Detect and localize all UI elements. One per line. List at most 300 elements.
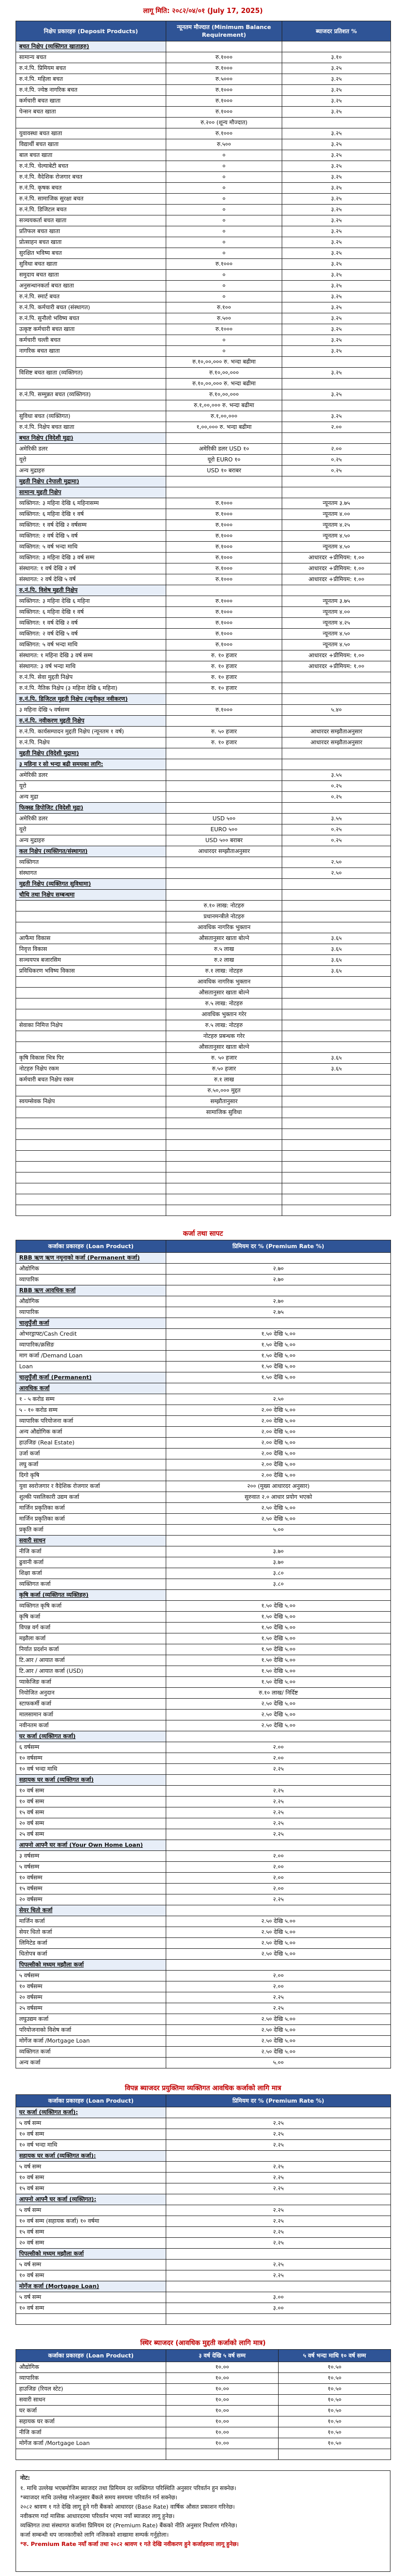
loan-cell-n: औद्योगिक	[16, 1296, 166, 1307]
deposit-cell-m: रु.५०,००० मुद्दत	[166, 1086, 282, 1096]
loan-cell-n: अन्य औद्योगिक कर्जा	[16, 1427, 166, 1438]
deposit-cell-r: ३.२५	[282, 302, 391, 313]
loan-cell-n: आवधिक कर्जा	[16, 1383, 166, 1394]
deposit-row	[16, 476, 391, 487]
special-cell-n: ५ वर्ष सम्म	[16, 2118, 166, 2129]
deposit-filler-row	[16, 1129, 391, 1140]
loan-cell-r: २.२५	[166, 1894, 391, 1905]
deposit-cell-r	[282, 1020, 391, 1031]
deposit-cell-r: ३.२५	[282, 389, 391, 400]
deposit-filler-row	[16, 1162, 391, 1173]
loan-cell-n: ५ वर्षसम्म	[16, 1971, 166, 1981]
deposit-cell-r: ०.२५	[282, 835, 391, 846]
deposit-cell-m: रु.१०,००,०००	[166, 389, 282, 400]
special-row	[16, 2216, 391, 2227]
loan-cell-n: विपन्न वर्ग कर्जा	[16, 1623, 166, 1633]
deposit-cell-m: रु.५०००	[166, 74, 282, 85]
deposit-cell-m: औसतानुसार खाता बोल्ने	[166, 1042, 282, 1053]
loan-cell-r: २.५० देखि ५.००	[166, 2014, 391, 2025]
fixed-row	[16, 2373, 391, 2384]
fixed-cell-a: १०.००	[166, 2438, 279, 2449]
empty-cell	[16, 1129, 166, 1140]
deposit-row	[16, 139, 391, 150]
special-cell-r	[166, 2281, 391, 2292]
loan-row	[16, 1775, 391, 1786]
fixed-cell-b: १०.५०	[279, 2406, 391, 2416]
deposit-cell-m: रु.५ लाख: नोटहरु	[166, 998, 282, 1009]
special-cell-r: २.२५	[166, 2205, 391, 2216]
fixed-cell-b: १०.५०	[279, 2427, 391, 2438]
loan-row	[16, 1307, 391, 1318]
deposit-row	[16, 737, 391, 748]
special-row	[16, 2129, 391, 2140]
effective-date-header: लागू मिति: २०८२/०४/०१ (July 17, 2025)	[143, 7, 263, 15]
loan-cell-r: ३.७०	[166, 1557, 391, 1568]
loan-cell-r	[166, 1775, 391, 1786]
loan-cell-r	[166, 1960, 391, 1971]
loan-cell-r: २.०० देखि ५.००	[166, 1438, 391, 1449]
fixed-row	[16, 2416, 391, 2427]
deposit-cell-m: नोटहरु प्रबन्धक गरेर	[166, 1031, 282, 1042]
loan-cell-n: मार्जिन कर्जा	[16, 1916, 166, 1927]
loan-cell-n: माग कर्जा /Demand Loan	[16, 1351, 166, 1362]
deposit-row	[16, 563, 391, 574]
loan-cell-r: २.५० देखि ५.००	[166, 2036, 391, 2047]
empty-cell	[16, 1173, 166, 1183]
deposit-cell-r: आधारदर +प्रीमियम: १.००	[282, 563, 391, 574]
loan-row	[16, 1623, 391, 1633]
loan-cell-n: २० वर्षसम्म	[16, 1992, 166, 2003]
loan-cell-r: २.२५	[166, 1807, 391, 1818]
deposit-cell-m: रु.१०००	[166, 705, 282, 716]
loan-col-product: कर्जाका प्रकारहरु (Loan Product)	[16, 1240, 166, 1253]
deposit-cell-m	[166, 868, 282, 879]
loan-row	[16, 1949, 391, 1960]
loan-cell-r	[166, 1536, 391, 1546]
fixed-cell-a: १०.००	[166, 2406, 279, 2416]
deposit-cell-m: रु.५० हजार	[166, 1064, 282, 1075]
deposit-cell-m: अमेरिकी डलर USD १०	[166, 444, 282, 455]
deposit-row	[16, 944, 391, 955]
deposit-cell-m: ०	[166, 172, 282, 183]
deposit-cell-r: २.५०	[282, 868, 391, 879]
loan-row	[16, 1438, 391, 1449]
loan-cell-n: प्याकेजिङ कर्जा	[16, 1677, 166, 1688]
deposit-cell-m: यूरो EURO १०	[166, 455, 282, 466]
loan-row	[16, 1285, 391, 1296]
notes-lines	[20, 2484, 386, 2549]
fixed-col-3-5-years: ३ वर्ष देखि ५ वर्ष सम्म	[166, 2350, 279, 2362]
deposit-cell-m: ०	[166, 161, 282, 172]
deposit-cell-m: USD ५०० बराबर	[166, 835, 282, 846]
special-cell-n: ५ वर्ष सम्म	[16, 2205, 166, 2216]
deposit-cell-n: रु.नं.पि. डिजिटल मुद्दती निक्षेप (न्यूनीकृत नवीकरण)	[16, 694, 166, 705]
deposit-cell-m: रु.१०,००,००० रु. भन्दा बढीमा	[166, 379, 282, 389]
deposit-row	[16, 74, 391, 85]
deposit-cell-r: ३.२५	[282, 63, 391, 74]
deposit-row	[16, 998, 391, 1009]
loan-cell-r: ५.००	[166, 2058, 391, 2068]
empty-cell	[282, 1118, 391, 1129]
loan-cell-n: RBB ऋण ऋण नमूनाको कर्जा (Permanent कर्जा)	[16, 1253, 166, 1264]
special-row	[16, 2238, 391, 2249]
deposit-cell-m	[166, 694, 282, 705]
loan-row	[16, 1699, 391, 1710]
loan-cell-n: दिगो कृषि	[16, 1470, 166, 1481]
loan-cell-n: २० वर्ष सम्म	[16, 1818, 166, 1829]
empty-cell	[166, 1129, 282, 1140]
special-cell-r: २.२५	[166, 2118, 391, 2129]
note-line: *ब्याजदर माथि उल्लेख गरेअनुसार बैंकले समय समयमा परिवर्तन गर्न सक्नेछ।	[20, 2494, 178, 2501]
loan-cell-r: २.५० देखि ५.००	[166, 1949, 391, 1960]
deposit-cell-m	[166, 716, 282, 727]
fixed-cell-a: १०.००	[166, 2362, 279, 2373]
deposit-cell-n: कर्मचारी बचत निक्षेप रकम	[16, 1075, 166, 1086]
special-cell-r	[166, 2249, 391, 2260]
special-cell-n: १० वर्ष सम्म	[16, 2270, 166, 2281]
deposit-cell-r: ०.२५	[282, 781, 391, 792]
loan-cell-r: २.५० देखि ५.००	[166, 1514, 391, 1525]
special-row	[16, 2107, 391, 2118]
special-cell-n: आफ्नो आफ्नै घर कर्जा (व्यक्तिगत):	[16, 2194, 166, 2205]
loan-cell-n: टि.आर / आयात कर्जा (USD)	[16, 1666, 166, 1677]
loan-row	[16, 1851, 391, 1862]
deposit-cell-r: ३.२५	[282, 183, 391, 194]
deposit-cell-n	[16, 1107, 166, 1118]
deposit-cell-m: रु.५००	[166, 313, 282, 324]
deposit-cell-m: रु. १० हजार	[166, 650, 282, 661]
loan-row	[16, 1894, 391, 1905]
deposit-row	[16, 466, 391, 476]
loan-cell-r	[166, 1318, 391, 1329]
special-row	[16, 2292, 391, 2303]
loan-cell-n: लघुउद्यम कर्जा	[16, 2014, 166, 2025]
deposit-cell-n: स्वयम्सेवक निक्षेप	[16, 1096, 166, 1107]
loan-cell-r: २.५० देखि ५.००	[166, 2047, 391, 2058]
special-cell-n: १० वर्ष सम्म	[16, 2129, 166, 2140]
loan-row	[16, 1612, 391, 1623]
deposit-row	[16, 618, 391, 629]
deposit-cell-m: रु.२ लाख	[166, 955, 282, 966]
loan-row	[16, 1884, 391, 1894]
deposit-cell-r: ३.६५	[282, 933, 391, 944]
deposit-cell-n	[16, 1042, 166, 1053]
empty-cell	[282, 1129, 391, 1140]
deposit-row	[16, 814, 391, 824]
deposit-cell-r: ३.२५	[282, 270, 391, 281]
fixed-cell-a: १०.००	[166, 2427, 279, 2438]
fixed-col-product: कर्जाका प्रकारहरु (Loan Product)	[16, 2350, 166, 2362]
deposit-cell-m: रु.१,००,००० रु. भन्दा बढीमा	[166, 400, 282, 411]
empty-cell	[166, 1140, 282, 1151]
loan-cell-r: १.५० देखि ५.००	[166, 1623, 391, 1633]
fixed-cell-b: १०.५०	[279, 2384, 391, 2395]
loan-row	[16, 1797, 391, 1807]
deposit-cell-n: रु.नं.पि. कार्यसम्पादन मुद्दती निक्षेप (न्यूनतम १ वर्ष)	[16, 727, 166, 737]
notes-title: नोट:	[20, 2474, 30, 2481]
deposit-row	[16, 922, 391, 933]
deposit-cell-r	[282, 759, 391, 770]
loan-cell-r: २.२५	[166, 1818, 391, 1829]
empty-cell	[166, 1173, 282, 1183]
fixed-cell-a: १०.००	[166, 2395, 279, 2406]
deposit-cell-r: ३.२५	[282, 205, 391, 215]
loan-cell-n: व्यापारिक	[16, 1307, 166, 1318]
loan-cell-r	[166, 1905, 391, 1916]
deposit-cell-r: ३.६५	[282, 966, 391, 977]
deposit-cell-n: व्यक्तिगत: २ वर्ष देखि ५ वर्ष	[16, 531, 166, 542]
deposit-cell-m: रु.१०,००,०००	[166, 368, 282, 379]
deposit-cell-r	[282, 41, 391, 52]
deposit-cell-r: आधारदर +प्रीमियम: १.००	[282, 650, 391, 661]
special-row	[16, 2260, 391, 2270]
loan-cell-r: २.५० देखि ५.००	[166, 1938, 391, 1949]
empty-cell	[16, 1205, 166, 1216]
deposit-cell-n: रु.नं.पि. निक्षेप	[16, 737, 166, 748]
deposit-cell-m	[166, 803, 282, 814]
loan-cell-r: २.५० देखि ५.००	[166, 1916, 391, 1927]
deposit-cell-n: संस्थागत: १ महिना देखि ३ वर्ष सम्म	[16, 650, 166, 661]
deposit-cell-m	[166, 890, 282, 901]
deposit-cell-r	[282, 901, 391, 911]
deposit-cell-n: मुद्दती निक्षेप (नेपाली मुद्रामा)	[16, 476, 166, 487]
fixed-cell-n: नीजि कर्जा	[16, 2427, 166, 2438]
deposit-cell-m: रु.१०००	[166, 563, 282, 574]
deposit-cell-n: रु.नं.पि. कर्मचारी बचत (संस्थागत)	[16, 302, 166, 313]
loan-cell-r	[166, 1590, 391, 1601]
deposit-row	[16, 183, 391, 194]
deposit-row	[16, 1075, 391, 1086]
loan-cell-r: सुरुवात २.० आधार प्रयोग भएको	[166, 1492, 391, 1503]
loan-row	[16, 1677, 391, 1688]
deposit-cell-n: व्यक्तिगत: ६ महिना देखि १ वर्ष	[16, 607, 166, 618]
deposit-filler-row	[16, 1183, 391, 1194]
note-line: नवीकरण गर्दा मासिक आधारदरमा परिवर्तन भएमा नयाँ ब्याजदर लागू हुनेछ।	[20, 2513, 175, 2520]
loan-cell-n: १० वर्ष भन्दा माथि	[16, 1764, 166, 1775]
deposit-cell-n: रु.नं.पि. महिला बचत	[16, 74, 166, 85]
special-cell-n: २० वर्ष सम्म	[16, 2238, 166, 2249]
empty-cell	[16, 1151, 166, 1162]
deposit-row	[16, 444, 391, 455]
deposit-cell-r: ३.५५	[282, 814, 391, 824]
empty-cell	[16, 1194, 166, 1205]
deposit-cell-n: प्रोत्साहन बचत खाता	[16, 237, 166, 248]
deposit-cell-m: रु.१० लाख: नोटहरु	[166, 901, 282, 911]
deposit-cell-n: ३ महिना देखि ५ वर्षसम्म	[16, 705, 166, 716]
deposit-cell-n: निवृत्त विकास	[16, 944, 166, 955]
deposit-cell-m: रु.२०० (शून्य मौज्दात)	[166, 118, 282, 128]
special-row	[16, 2249, 391, 2260]
empty-cell	[166, 1151, 282, 1162]
deposit-row	[16, 281, 391, 292]
deposit-row	[16, 640, 391, 650]
loan-row	[16, 1916, 391, 1927]
deposit-cell-m: रु. १० हजार	[166, 683, 282, 694]
deposit-row	[16, 237, 391, 248]
deposit-cell-m: रु.१०००	[166, 128, 282, 139]
loan-row	[16, 1971, 391, 1981]
deposit-cell-n: रु.नं.पि. ज्येष्ठ नागरिक बचत	[16, 85, 166, 96]
deposit-cell-n: सुविधा बचत खाता	[16, 259, 166, 270]
deposit-cell-r: ३.२५	[282, 139, 391, 150]
deposit-row	[16, 607, 391, 618]
deposit-row	[16, 128, 391, 139]
fixed-row	[16, 2384, 391, 2395]
special-row	[16, 2173, 391, 2183]
loan-cell-r: २.७०	[166, 1296, 391, 1307]
loan-cell-r: १.५० देखि ५.००	[166, 1677, 391, 1688]
loan-cell-n: अन्य कर्जा	[16, 2058, 166, 2068]
deposit-row	[16, 1031, 391, 1042]
deposit-row	[16, 357, 391, 368]
deposit-row	[16, 868, 391, 879]
deposit-row	[16, 389, 391, 400]
deposit-row	[16, 302, 391, 313]
loan-row	[16, 2058, 391, 2068]
loan-cell-r: २.२५	[166, 2003, 391, 2014]
loan-row	[16, 1383, 391, 1394]
fixed-cell-b: १०.५०	[279, 2438, 391, 2449]
loan-cell-n: व्यक्तिगत कृषि कर्जा	[16, 1601, 166, 1612]
deposit-cell-r	[282, 694, 391, 705]
deposit-cell-n	[16, 922, 166, 933]
note-line: *रु. Premium Rate नयाँ कर्जा तथा २०८२ श्रावण १ गते देखि नवीकरण हुने कर्जाहरुमा लागू हुनेछ।	[20, 2541, 239, 2548]
deposit-cell-m: रु.१०००	[166, 63, 282, 74]
loan-cell-r	[166, 1383, 391, 1394]
deposit-cell-m: रु.५००	[166, 139, 282, 150]
deposit-row	[16, 194, 391, 205]
deposit-cell-n: रु.नं.पि. डिजिटल बचत	[16, 205, 166, 215]
deposit-row	[16, 205, 391, 215]
deposit-cell-r: ३.२५	[282, 292, 391, 302]
deposit-cell-n: अमेरिकी डलर	[16, 770, 166, 781]
loan-cell-r	[166, 1731, 391, 1742]
loan-cell-n: मझौला कर्जा	[16, 1633, 166, 1644]
loan-cell-n: परियोजनाको विशेष कर्जा	[16, 2025, 166, 2036]
deposit-cell-n: प्रविधिकरण भविष्य विकास	[16, 966, 166, 977]
deposit-cell-m	[166, 585, 282, 596]
loan-cell-n: चालुपुँजी कर्जा (Permanent)	[16, 1372, 166, 1383]
deposit-cell-m: ०	[166, 270, 282, 281]
special-cell-r: ३.००	[166, 2303, 391, 2314]
deposit-cell-n: युवावस्था बचत खाता	[16, 128, 166, 139]
deposit-cell-r	[282, 748, 391, 759]
deposit-cell-n: बचत निक्षेप (व्यक्तिगत खाताहरु)	[16, 41, 166, 52]
deposit-cell-m: रु.१०००	[166, 542, 282, 553]
loan-cell-r: २.५० देखि ५.००	[166, 2025, 391, 2036]
empty-cell	[282, 1194, 391, 1205]
loan-row	[16, 1579, 391, 1590]
deposit-cell-n: कृषि विकास भित्र पिर	[16, 1053, 166, 1064]
special-cell-r: २.२५	[166, 2129, 391, 2140]
deposit-cell-r	[282, 998, 391, 1009]
loan-cell-r: १.५० देखि ५.००	[166, 1601, 391, 1612]
special-row	[16, 2205, 391, 2216]
loan-row	[16, 2025, 391, 2036]
deposit-cell-r: २.५०	[282, 857, 391, 868]
deposit-cell-m: ०	[166, 226, 282, 237]
deposit-col-product: निक्षेप प्रकारहरु (Deposit Products)	[16, 21, 166, 41]
loan-cell-n: प्रकृति कर्जा	[16, 1525, 166, 1536]
empty-cell	[166, 1205, 282, 1216]
deposit-cell-m: सम्झौतानुसार	[166, 1096, 282, 1107]
deposit-cell-m	[166, 476, 282, 487]
deposit-filler-row	[16, 1194, 391, 1205]
deposit-cell-n: संस्थागत: २ वर्ष देखि ५ वर्ष	[16, 574, 166, 585]
deposit-cell-m: आधारदर सम्झौताअनुसार	[166, 846, 282, 857]
deposit-cell-n: मुद्दती निक्षेप (व्यक्तिगत सुविधामा)	[16, 879, 166, 890]
deposit-cell-m: प्रधानमन्त्रीले नोटहरु	[166, 911, 282, 922]
deposit-row	[16, 1064, 391, 1075]
empty-cell	[16, 2449, 166, 2460]
deposit-cell-r: न्यूनतम ४.२५	[282, 520, 391, 531]
loan-cell-n: १५ वर्ष सम्म	[16, 1807, 166, 1818]
special-cell-n: ५ वर्ष सम्म	[16, 2162, 166, 2173]
loan-cell-n: मार्जिन प्रकृतिका कर्जा	[16, 1503, 166, 1514]
deposit-cell-r	[282, 585, 391, 596]
deposit-row	[16, 846, 391, 857]
loan-cell-r: २.०० देखि ५.००	[166, 1427, 391, 1438]
deposit-cell-n: व्यक्तिगत: २ वर्ष देखि ५ वर्ष	[16, 629, 166, 640]
deposit-cell-m: ०	[166, 281, 282, 292]
loan-cell-n: सहायक घर कर्जा (व्यक्तिगत कर्जा)	[16, 1775, 166, 1786]
deposit-cell-m: रु.१०००	[166, 629, 282, 640]
empty-cell	[166, 1118, 282, 1129]
fixed-row	[16, 2362, 391, 2373]
loan-cell-n: चालुपुँजी कर्जा	[16, 1318, 166, 1329]
empty-cell	[282, 1183, 391, 1194]
fixed-row	[16, 2406, 391, 2416]
loan-cell-r: २.७५	[166, 1307, 391, 1318]
special-cell-r	[166, 2107, 391, 2118]
note-line: १. माथि उल्लेख भएबमोजिम ब्याजदर तथा प्रिमियम दर व्यक्तिगत परिस्थिति अनुसार परिवर्तन हुन सक्नेछ।	[20, 2485, 236, 2492]
loan-row	[16, 1340, 391, 1351]
loan-row	[16, 1351, 391, 1362]
loan-row	[16, 2036, 391, 2047]
deposit-row	[16, 770, 391, 781]
deposit-cell-r	[282, 846, 391, 857]
loan-cell-r: रु.१० लाख/ निर्दिष्ट	[166, 1688, 391, 1699]
deposit-row	[16, 1020, 391, 1031]
deposit-row	[16, 781, 391, 792]
deposit-cell-n	[16, 988, 166, 998]
deposit-row	[16, 553, 391, 563]
deposit-cell-r	[282, 988, 391, 998]
loan-row	[16, 1405, 391, 1416]
empty-cell	[166, 2449, 279, 2460]
loan-cell-n: व्यापारिक/क्रसिङ	[16, 1340, 166, 1351]
deposit-cell-m: रु.५ लाख: नोटहरु	[166, 1020, 282, 1031]
deposit-cell-n: रु.नं.पि. चेल्याबेटी बचत	[16, 161, 166, 172]
deposit-cell-n	[16, 1031, 166, 1042]
loan-row	[16, 1633, 391, 1644]
deposit-row	[16, 1053, 391, 1064]
deposit-cell-n	[16, 357, 166, 368]
deposit-cell-m: रु.१०००	[166, 498, 282, 509]
loan-row	[16, 1275, 391, 1285]
deposit-row	[16, 1096, 391, 1107]
empty-cell	[166, 1183, 282, 1194]
loan-cell-n: सेयर धितो कर्जा	[16, 1927, 166, 1938]
deposit-cell-n: रु.नं.पि. स्मार्ट बचत	[16, 292, 166, 302]
empty-cell	[16, 1140, 166, 1151]
deposit-cell-r	[282, 1075, 391, 1086]
deposit-cell-m	[166, 879, 282, 890]
deposit-cell-r: न्यूनतम ४.००	[282, 509, 391, 520]
fixed-cell-b: १०.५०	[279, 2373, 391, 2384]
deposit-cell-r: न्यूनतम ३.७५	[282, 498, 391, 509]
special-cell-n: सहायक घर कर्जा (व्यक्तिगत कर्जा):	[16, 2151, 166, 2162]
